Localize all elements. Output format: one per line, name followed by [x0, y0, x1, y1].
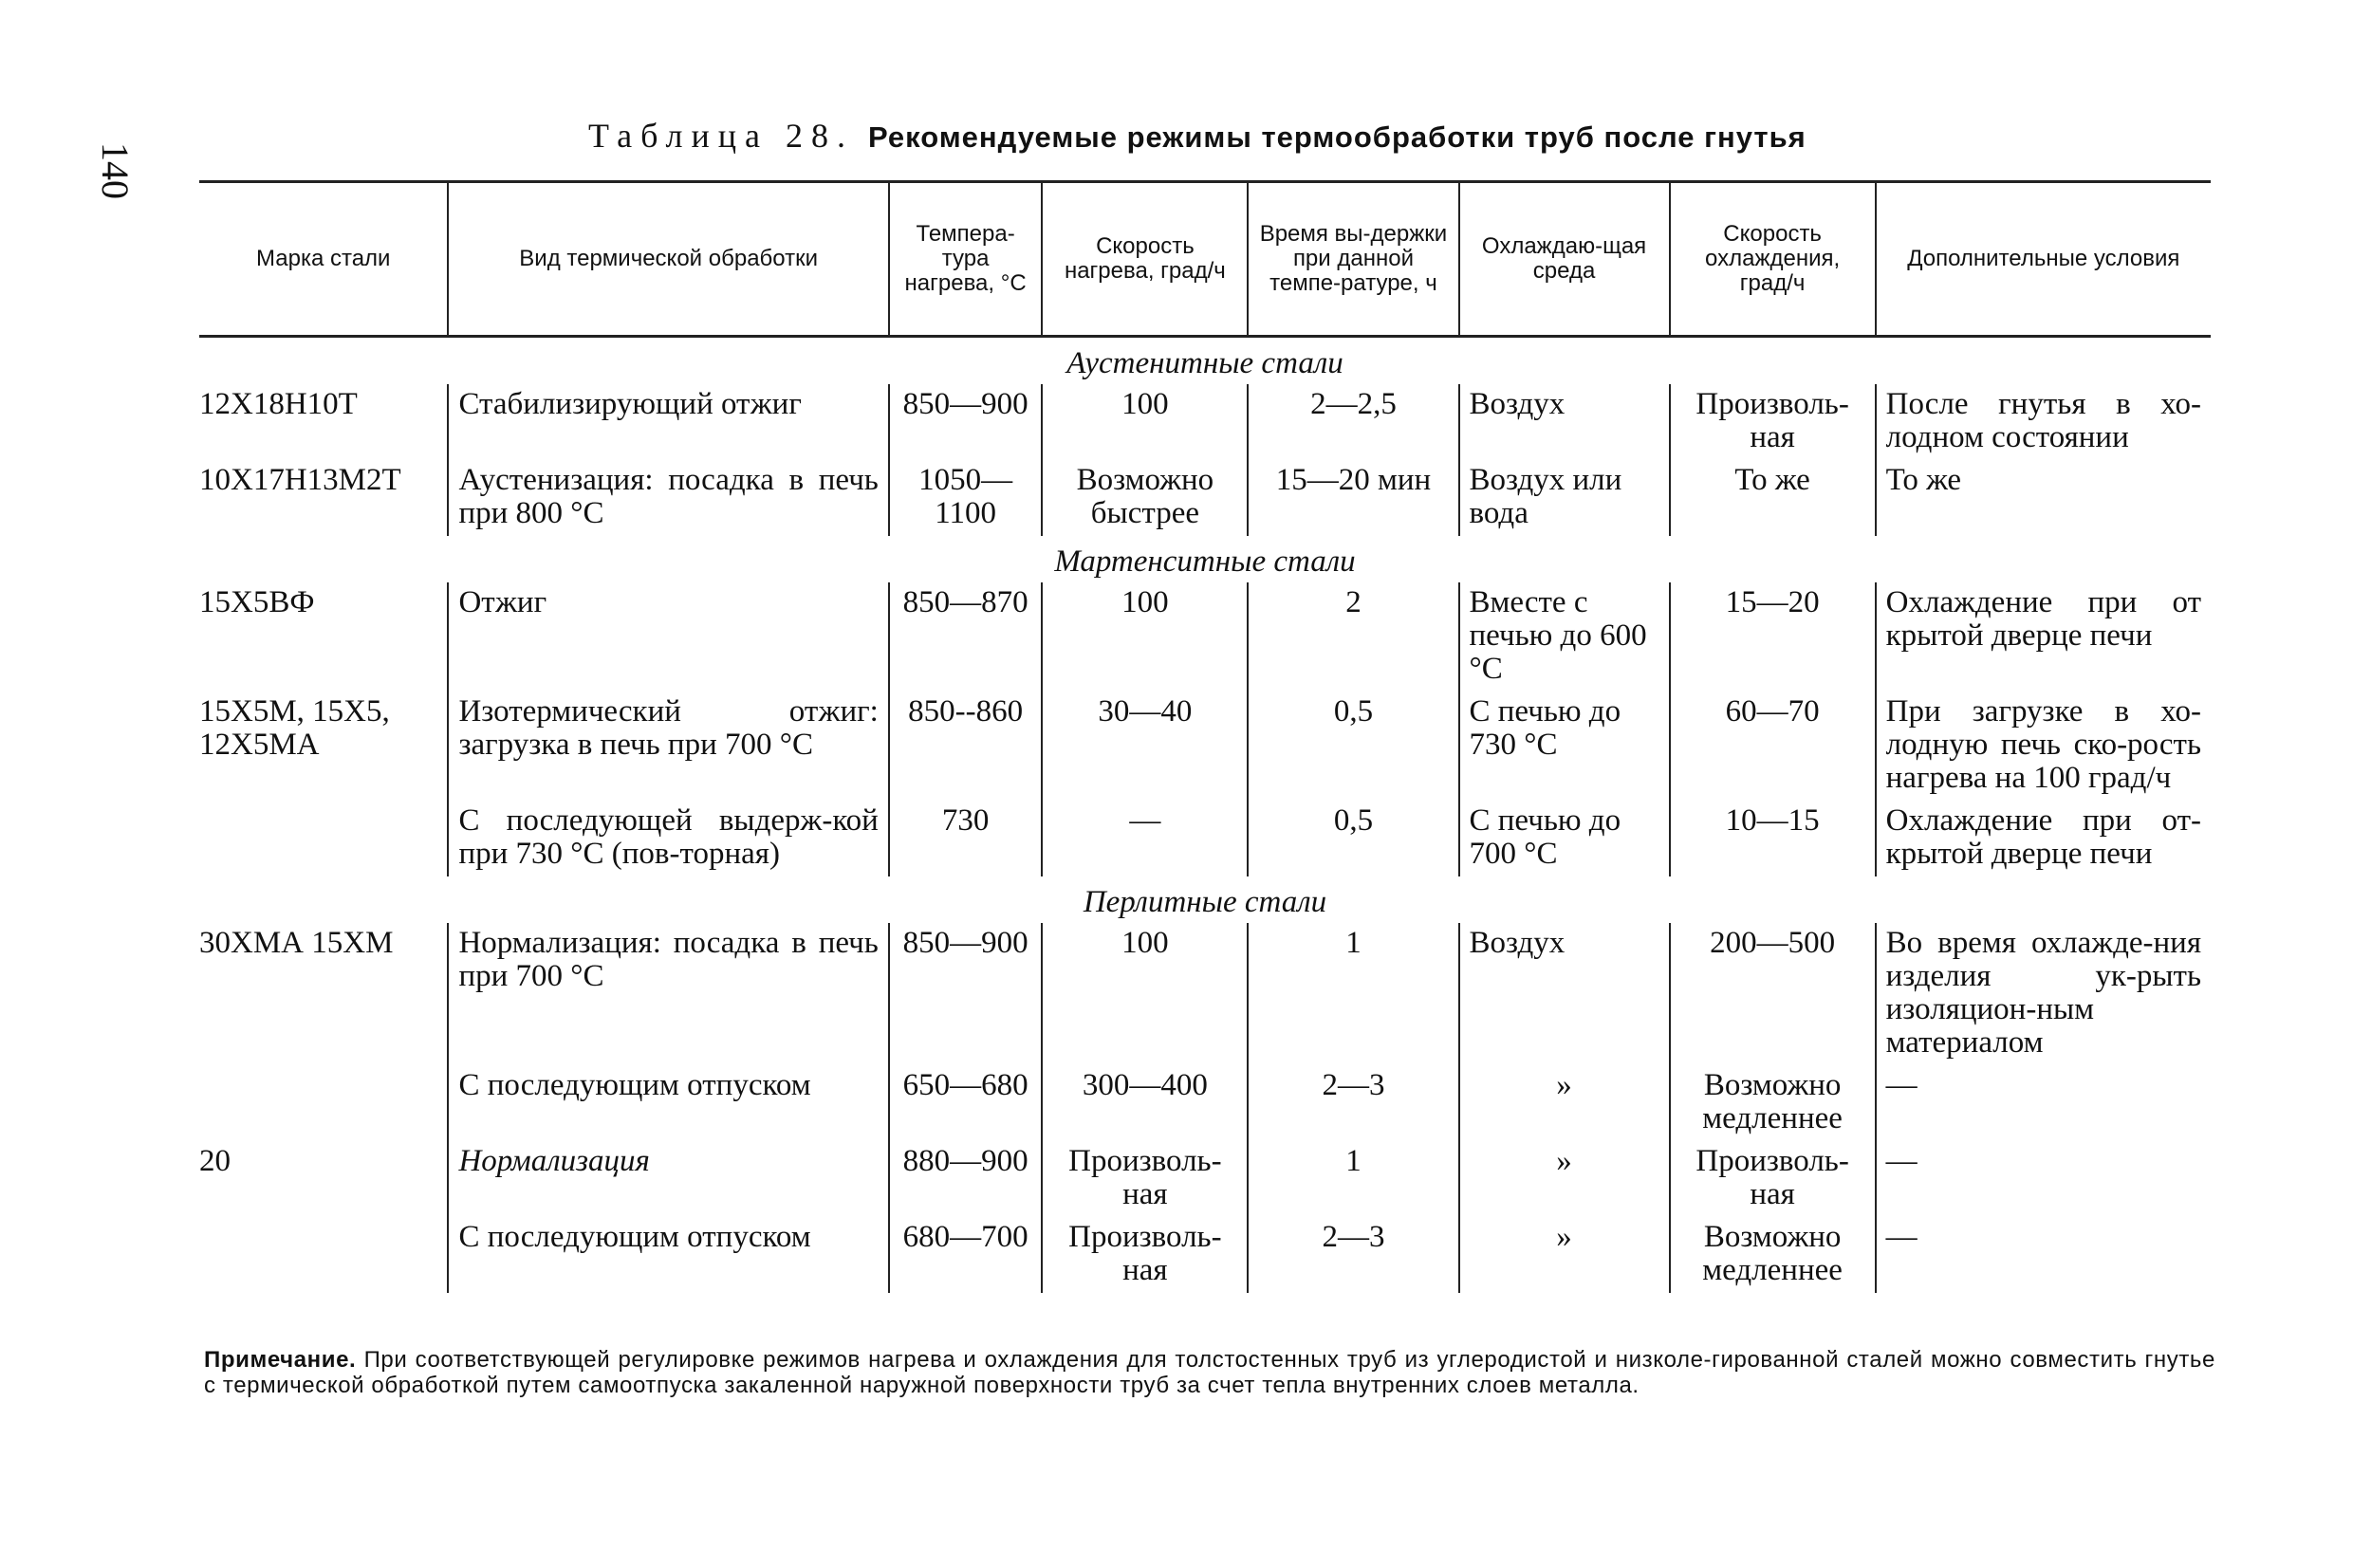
cell-treatment: Нормализация: посадка в печь при 700 °С: [448, 923, 888, 1065]
header-treatment-type: Вид термической обработки: [448, 182, 888, 337]
cell-steel-grade: 30ХМА 15ХМ: [199, 926, 394, 960]
cell-cooling-medium: Воздух: [1459, 923, 1670, 1065]
note-text: При соответствующей регулировке режимов нагрева и охлаждения для толстостенных труб из углеродистой и низколе-гированной сталей можно совместить гнутье с термической обработкой путем самоотпуска закаленной наружной поверхности труб за счет тепла внутренних слоев металла.: [204, 1347, 2215, 1398]
cell-additional-conditions: —: [1876, 1141, 2211, 1217]
cell-cooling-rate: Возможно медленнее: [1670, 1217, 1876, 1293]
cell-holding-time: 2—3: [1248, 1065, 1458, 1141]
cell-treatment: С последующим отпуском: [448, 1217, 888, 1293]
cell-heating-temperature: 850—900: [889, 923, 1043, 1065]
cell-treatment: С последующей выдерж-кой при 730 °С (пов-торная): [448, 801, 888, 876]
cell-cooling-medium: »: [1459, 1217, 1670, 1293]
cell-cooling-rate: То же: [1670, 460, 1876, 536]
cell-steel-grade: 20: [199, 1144, 231, 1178]
cell-heating-temperature: 650—680: [889, 1065, 1043, 1141]
cell-cooling-rate: Произволь-ная: [1670, 1141, 1876, 1217]
cell-cooling-medium: »: [1459, 1065, 1670, 1141]
table-header: [199, 182, 2211, 337]
header-cooling-rate: Скорость охлаждения, град/ч: [1670, 182, 1876, 337]
cell-treatment: Аустенизация: посадка в печь при 800 °С: [448, 460, 888, 536]
section-header-row: [199, 876, 2211, 923]
cell-cooling-medium: »: [1459, 1141, 1670, 1217]
section-header-row: [199, 536, 2211, 582]
cell-treatment: Отжиг: [448, 582, 888, 692]
cell-steel-grade: 12Х18Н10Т: [199, 387, 358, 421]
cell-cooling-medium: Воздух: [1459, 384, 1670, 460]
cell-cooling-rate: 60—70: [1670, 692, 1876, 801]
cell-steel-grade: [199, 1217, 448, 1293]
header-additional-conditions: Дополнительные условия: [1876, 182, 2211, 337]
cell-steel-grade: 10Х17Н13М2Т: [199, 463, 401, 497]
cell-cooling-rate: 200—500: [1670, 923, 1876, 1065]
table-row: [199, 1141, 2211, 1217]
table-caption: [588, 116, 1917, 156]
table-row: [199, 1217, 2211, 1293]
cell-steel-grade: 15Х5ВФ: [199, 585, 315, 619]
header-heating-temperature: Темпера-тура нагрева, °С: [889, 182, 1043, 337]
cell-heating-temperature: 880—900: [889, 1141, 1043, 1217]
cell-holding-time: 0,5: [1248, 692, 1458, 801]
section-title: Мартенситные стали: [1054, 544, 1356, 579]
cell-heating-temperature: 680—700: [889, 1217, 1043, 1293]
header-holding-time: Время вы-держки при данной темпе-ратуре, ч: [1248, 182, 1458, 337]
cell-holding-time: 2: [1248, 582, 1458, 692]
table-row: [199, 801, 2211, 876]
cell-steel-grade: [199, 1065, 448, 1141]
cell-holding-time: 15—20 мин: [1248, 460, 1458, 536]
cell-cooling-medium: С печью до 730 °С: [1459, 692, 1670, 801]
cell-heating-rate: —: [1042, 801, 1248, 876]
section-title: Перлитные стали: [1083, 885, 1327, 919]
cell-additional-conditions: После гнутья в хо-лодном состоянии: [1876, 384, 2211, 460]
table-row: [199, 923, 2211, 1065]
cell-holding-time: 2—2,5: [1248, 384, 1458, 460]
table-row: [199, 384, 2211, 460]
cell-heating-temperature: 850--860: [889, 692, 1043, 801]
cell-treatment: Стабилизирующий отжиг: [448, 384, 888, 460]
table-note: [204, 1347, 2215, 1398]
cell-additional-conditions: —: [1876, 1065, 2211, 1141]
cell-additional-conditions: —: [1876, 1217, 2211, 1293]
cell-additional-conditions: Охлаждение при от-крытой дверце печи: [1876, 801, 2211, 876]
cell-heating-rate: 100: [1042, 384, 1248, 460]
cell-additional-conditions: Охлаждение при от крытой дверце печи: [1876, 582, 2211, 692]
cell-heating-rate: 100: [1042, 582, 1248, 692]
heat-treatment-table: [199, 180, 2211, 1293]
cell-holding-time: 2—3: [1248, 1217, 1458, 1293]
cell-treatment: С последующим отпуском: [448, 1065, 888, 1141]
table-row: [199, 1065, 2211, 1141]
cell-heating-temperature: 850—900: [889, 384, 1043, 460]
cell-additional-conditions: То же: [1876, 460, 2211, 536]
cell-holding-time: 0,5: [1248, 801, 1458, 876]
cell-heating-rate: 300—400: [1042, 1065, 1248, 1141]
cell-additional-conditions: Во время охлажде-ния изделия ук-рыть изоляцион-ным материалом: [1876, 923, 2211, 1065]
cell-additional-conditions: При загрузке в хо-лодную печь ско-рость нагрева на 100 град/ч: [1876, 692, 2211, 801]
cell-heating-rate: Произволь-ная: [1042, 1141, 1248, 1217]
header-heating-rate: Скорость нагрева, град/ч: [1042, 182, 1248, 337]
cell-cooling-rate: Произволь-ная: [1670, 384, 1876, 460]
cell-heating-rate: Возможно быстрее: [1042, 460, 1248, 536]
cell-steel-grade: [199, 801, 448, 876]
cell-steel-grade: 15Х5М, 15Х5, 12Х5МА: [199, 694, 390, 762]
cell-cooling-rate: 15—20: [1670, 582, 1876, 692]
cell-holding-time: 1: [1248, 923, 1458, 1065]
table-row: [199, 692, 2211, 801]
table-body: [199, 337, 2211, 1294]
cell-treatment: Изотермический отжиг: загрузка в печь при 700 °С: [448, 692, 888, 801]
cell-heating-temperature: 1050—1100: [889, 460, 1043, 536]
table-row: [199, 582, 2211, 692]
table-row: [199, 460, 2211, 536]
cell-treatment: Нормализация: [448, 1141, 888, 1217]
cell-heating-rate: 100: [1042, 923, 1248, 1065]
section-title: Аустенитные стали: [1066, 346, 1343, 380]
table-title: Рекомендуемые режимы термообработки труб после гнутья: [867, 120, 1806, 154]
cell-cooling-medium: Воздух или вода: [1459, 460, 1670, 536]
table-caption-lead: Таблица 28.: [588, 117, 854, 155]
cell-cooling-rate: 10—15: [1670, 801, 1876, 876]
cell-cooling-medium: Вместе с печью до 600 °С: [1459, 582, 1670, 692]
header-cooling-medium: Охлаждаю-щая среда: [1459, 182, 1670, 337]
section-header-row: [199, 337, 2211, 385]
cell-cooling-rate: Возможно медленнее: [1670, 1065, 1876, 1141]
page-number: 140: [94, 142, 137, 199]
header-steel-grade: Марка стали: [199, 182, 448, 337]
cell-heating-rate: 30—40: [1042, 692, 1248, 801]
note-label: Примечание.: [204, 1347, 357, 1373]
cell-cooling-medium: С печью до 700 °С: [1459, 801, 1670, 876]
cell-heating-rate: Произволь-ная: [1042, 1217, 1248, 1293]
cell-holding-time: 1: [1248, 1141, 1458, 1217]
cell-heating-temperature: 850—870: [889, 582, 1043, 692]
cell-heating-temperature: 730: [889, 801, 1043, 876]
